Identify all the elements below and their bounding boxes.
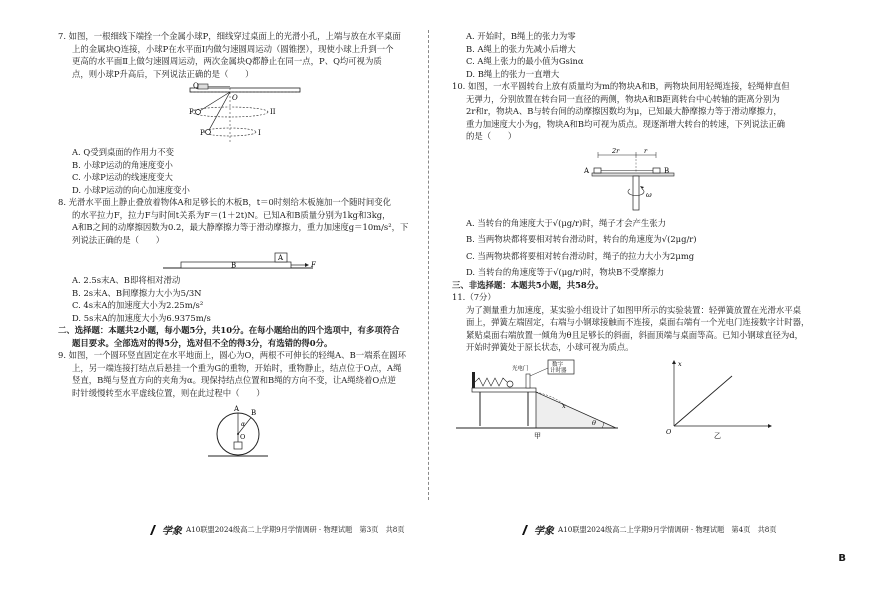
q10-option-c: C. 当两物块都将要相对转台滑动时，绳子的拉力大小为2μmg <box>466 250 695 261</box>
q7-option-d: D. 小球P运动的向心加速度变小 <box>72 184 190 195</box>
q7-label-q: Q <box>193 82 199 90</box>
q8-label-f: F <box>311 261 316 269</box>
q10-turntable-figure <box>578 145 688 215</box>
section-2-line: 题目要求。全部选对的得5分，选对但不全的得3分，有选错的得0分。 <box>72 337 333 348</box>
column-divider <box>428 30 429 500</box>
brand-name: 学象 <box>162 526 182 537</box>
q9-option-a: A. 开始时，B绳上的张力为零 <box>466 31 576 41</box>
q9-line: 竖直，B绳与竖直方向的夹角为α。现保持结点位置和B绳的方向不变，让A绳绕着O点逆 <box>72 375 397 385</box>
q9-option-d: D. B绳上的张力一直增大 <box>466 68 560 79</box>
q7-label-p-lower: P <box>200 129 205 137</box>
q10-option-d: D. 当转台的角速度等于√(μg/r)时，物块B不受摩擦力 <box>466 267 665 277</box>
q9-line: 9. 如图，一个圆环竖直固定在水平地面上，圆心为O，两根不可伸长的轻绳A、B一端系在圆环 <box>58 350 406 360</box>
q8-option-b: B. 2s末A、B间摩擦力大小为5/3N <box>72 287 202 298</box>
q7-line: 更高的水平面Ⅱ上做匀速圆周运动，两次金属块Q都静止在同一点，P、Q均可视为质 <box>72 56 382 66</box>
q11-apparatus-figure-jia <box>452 358 622 440</box>
q10-label-b: B <box>664 166 670 175</box>
q11-graph-axis-x: x <box>678 359 682 368</box>
q7-label-o: O <box>232 94 238 102</box>
page-3-footer-text: A10联盟2024级高二上学期9月学情调研 · 物理试题 第3页 共8页 <box>186 524 405 534</box>
q7-line: 7. 如图，一根细线下端拴一个金属小球P，细线穿过桌面上的光滑小孔，上端与放在水平桌面 <box>58 31 401 41</box>
q9-label-alpha: α <box>241 421 246 428</box>
brand-logo-icon <box>148 524 158 536</box>
q8-label-a: A <box>278 254 284 262</box>
q11-line: 紧贴桌面右端放置一倾角为θ且足够长的斜面，斜面顶端与桌面等高。已知小钢球直径为d， <box>466 329 804 340</box>
q8-line: A和B之间的动摩擦因数为0.2，最大静摩擦力等于滑动摩擦力，重力加速度g＝10m/s²，下 <box>72 222 409 232</box>
section-2-header <box>58 324 418 349</box>
section-3-header: 三、非选择题：本题共5小题，共58分。 <box>452 279 604 290</box>
q11-label-x: x <box>562 401 566 410</box>
q8-line: 列说法正确的是（ ） <box>72 234 165 245</box>
question-7 <box>58 30 418 196</box>
left-column <box>58 30 418 461</box>
section-2-line: 二、选择题：本题共2小题，每小题5分，共10分。在每小题给出的四个选项中，有多项符合 <box>58 325 400 335</box>
q8-blocks-figure <box>153 248 323 272</box>
q8-line: 8. 光滑水平面上静止叠放着物体A和足够长的木板B，t＝0时刻给木板施加一个随时间变化 <box>58 197 392 207</box>
q8-line: 的水平拉力F，拉力F与时间t关系为F＝(1＋2t)N。已知A和B质量分别为1kg和3kg， <box>72 209 391 220</box>
q10-label-r: r <box>644 146 648 155</box>
q11-caption-yi: 乙 <box>714 431 721 440</box>
question-9 <box>58 349 418 459</box>
q11-line: 开始时弹簧处于原长状态，小球可视为质点。 <box>466 342 634 352</box>
q11-label-photogate: 光电门 <box>512 365 529 372</box>
question-8 <box>58 196 418 324</box>
q11-graph-figure-yi <box>662 358 772 440</box>
q7-line: 点，则小球P升高后，下列说法正确的是（ ） <box>72 68 254 79</box>
q8-option-a: A. 2.5s末A、B即将相对滑动 <box>72 275 181 285</box>
q9-option-b: B. A绳上的张力先减小后增大 <box>466 43 576 54</box>
question-9-options <box>452 30 814 80</box>
q9-label-a: A <box>234 405 240 413</box>
q10-line: 10. 如图，一水平圆转台上放有质量均为m的物块A和B，两物块间用轻绳连接，轻绳伸直但 <box>452 81 790 91</box>
q9-ring-figure <box>203 401 273 459</box>
paper-version-mark: B <box>838 553 846 564</box>
page-4-footer-text: A10联盟2024级高二上学期9月学情调研 · 物理试题 第4页 共8页 <box>558 524 777 534</box>
q11-line: 面上，弹簧左端固定，右端与小钢球接触而不连接，桌面右端有一个光电门连接数字计时器， <box>466 317 810 327</box>
q7-line: 上的金属块Q连接，小球P在水平面Ⅰ内做匀速圆周运动（圆锥摆），现使小球上升到一个 <box>72 43 394 54</box>
q9-line: 上，另一端连接打结点后悬挂一个重为G的重物，开始时，重物静止，结点位于O点，A绳 <box>72 362 402 373</box>
q10-line: 无弹力，分别放置在转台同一直径的两侧，物块A和B距离转台中心转轴的距离分别为 <box>466 93 780 104</box>
q11-label-theta: θ <box>592 418 596 427</box>
q10-label-2r: 2r <box>612 146 620 155</box>
q10-label-omega: ω <box>646 190 652 199</box>
q10-line: 重力加速度大小为g，物块A和B均可视为质点。现逐渐增大转台的转速，下列说法正确 <box>466 118 786 129</box>
q11-graph-origin: O <box>666 427 672 436</box>
q7-option-c: C. 小球P运动的线速度变大 <box>72 172 173 182</box>
q11-caption-jia: 甲 <box>534 431 541 440</box>
q11-line: 为了测量重力加速度，某实验小组设计了如图甲所示的实验装置：轻弹簧放置在光滑水平桌 <box>466 304 801 315</box>
q7-label-plane-2: II <box>270 108 276 116</box>
brand-name: 学象 <box>534 526 554 537</box>
q10-option-a: A. 当转台的角速度大于√(μg/r)时，绳子才会产生张力 <box>466 217 666 228</box>
q8-label-b: B <box>231 261 237 270</box>
q9-line: 时针缓慢转至水平虚线位置，则在此过程中（ ） <box>72 387 265 398</box>
q7-option-a: A. Q受到桌面的作用力不变 <box>72 147 174 157</box>
question-10 <box>452 80 814 279</box>
q8-option-c: C. 4s末A的加速度大小为2.25m/s² <box>72 300 204 310</box>
q11-head: 11.（7分） <box>452 292 496 302</box>
page-3-footer <box>148 522 405 537</box>
q7-option-b: B. 小球P运动的角速度变小 <box>72 159 173 170</box>
brand-logo-icon <box>520 524 530 536</box>
q10-line: 2r和r，物块A、B与转台间的动摩擦因数均为μ，已知最大静摩擦力等于滑动摩擦力， <box>466 106 782 116</box>
q10-line: 的是（ ） <box>466 131 517 141</box>
page-4-footer <box>520 522 777 537</box>
q9-label-b: B <box>251 409 257 417</box>
right-column <box>452 30 814 440</box>
q11-figures <box>452 358 814 440</box>
q8-option-d: D. 5s末A的加速度大小为6.9375m/s <box>72 312 211 323</box>
q7-conical-pendulum-figure <box>168 82 308 144</box>
q10-option-b: B. 当两物块都将要相对转台滑动时，转台的角速度为√(2μg/r) <box>466 234 697 244</box>
q7-label-plane-1: I <box>258 129 261 137</box>
q11-label-timer-1: 数字 <box>552 361 564 368</box>
q7-label-p-upper: P <box>189 108 194 116</box>
q9-label-o: O <box>240 433 246 441</box>
q10-label-a: A <box>584 166 590 175</box>
q9-option-c: C. A绳上张力的最小值为Gsinα <box>466 56 584 66</box>
question-11 <box>452 291 814 440</box>
q11-label-timer-2: 计时器 <box>550 367 567 374</box>
